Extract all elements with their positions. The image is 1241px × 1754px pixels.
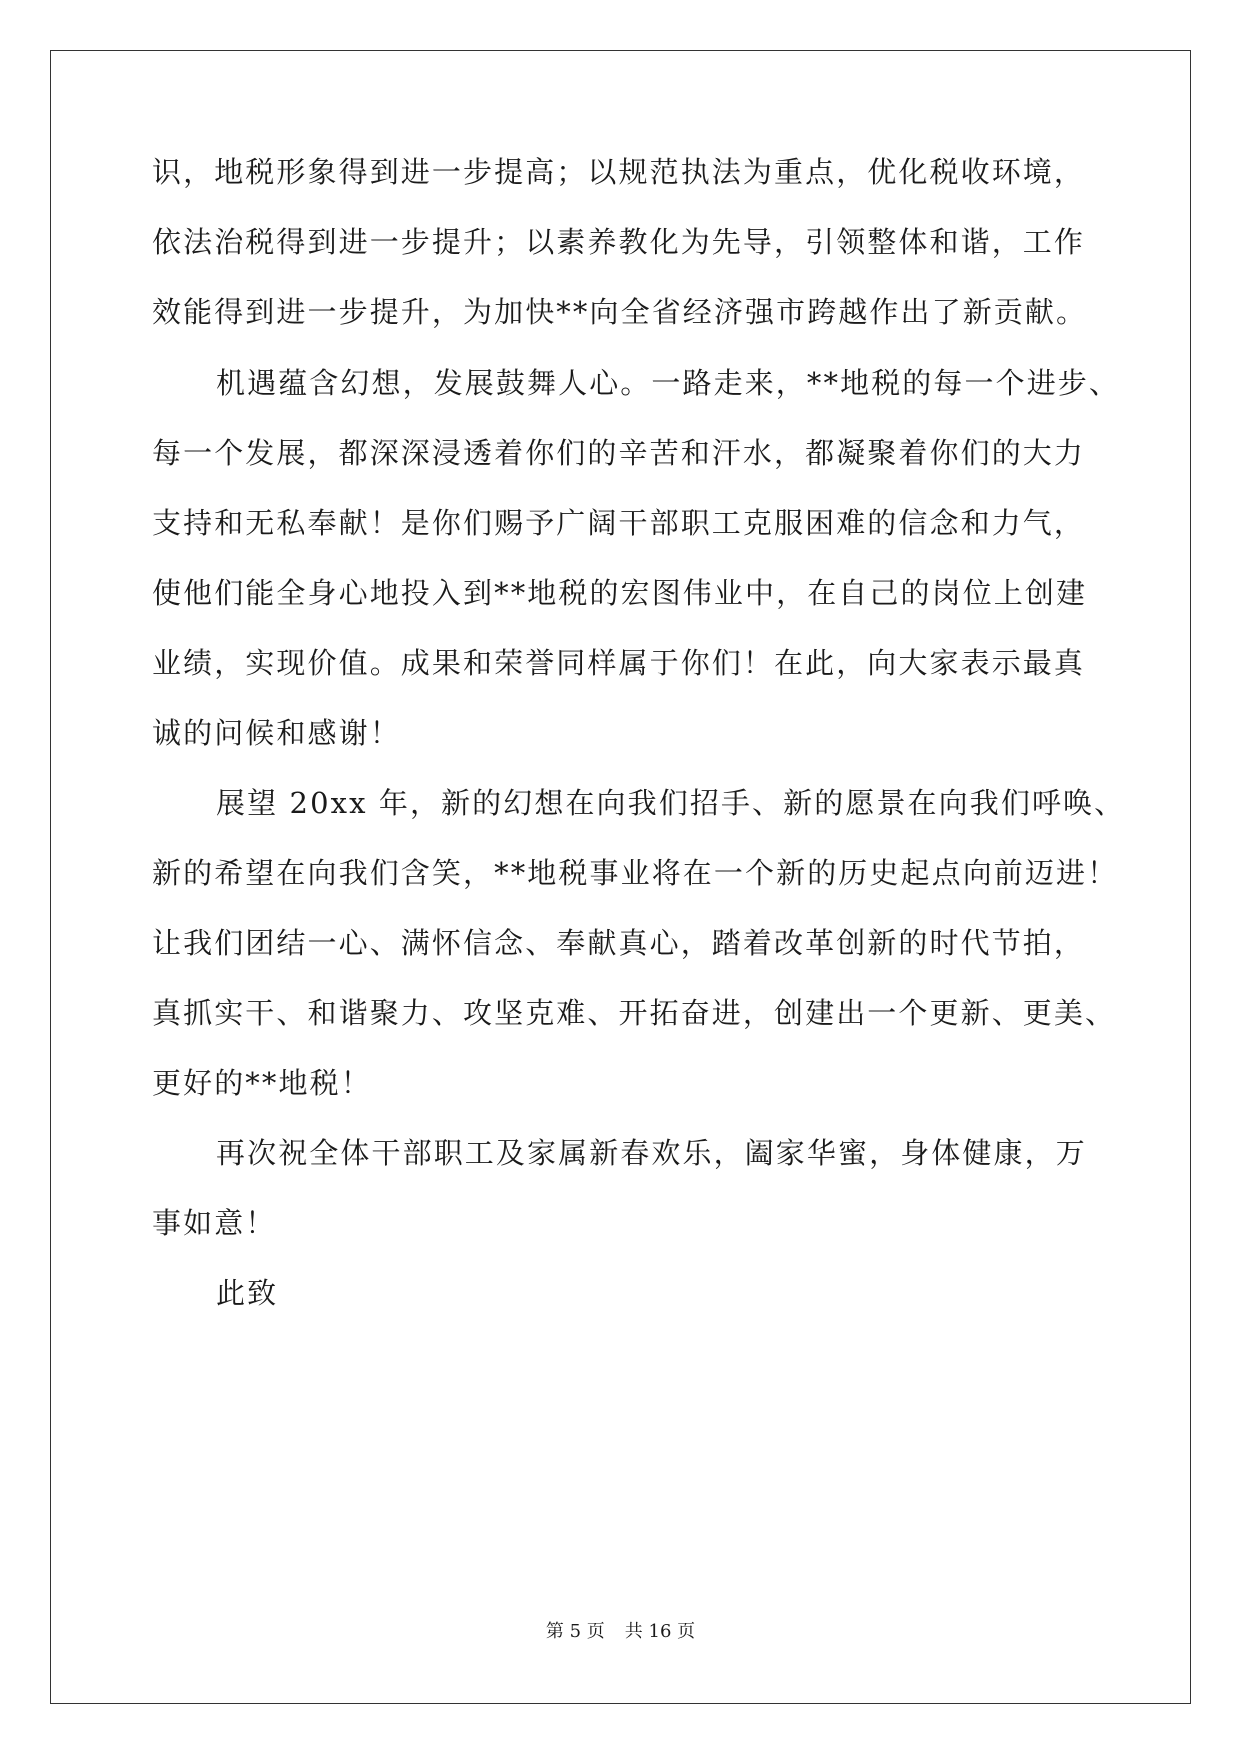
body-line-12: 让我们团结一心、满怀信念、奉献真心，踏着改革创新的时代节拍， xyxy=(152,926,1086,960)
body-line-10: 展望 20xx 年，新的幻想在向我们招手、新的愿景在向我们呼唤、 xyxy=(216,786,1126,820)
body-line-9: 诚的问候和感谢！ xyxy=(152,716,401,750)
body-line-6: 支持和无私奉献！是你们赐予广阔干部职工克服困难的信念和力气， xyxy=(152,506,1086,540)
page-footer xyxy=(0,1620,1241,1644)
body-line-2: 依法治税得到进一步提升；以素养教化为先导，引领整体和谐，工作 xyxy=(152,225,1086,259)
body-line-11: 新的希望在向我们含笑，**地税事业将在一个新的历史起点向前迈进！ xyxy=(152,856,1119,890)
closing-salutation: 此致 xyxy=(216,1276,279,1310)
body-line-13: 真抓实干、和谐聚力、攻坚克难、开拓奋进，创建出一个更新、更美、 xyxy=(152,996,1117,1030)
body-line-14: 更好的**地税！ xyxy=(152,1066,372,1100)
body-line-15: 再次祝全体干部职工及家属新春欢乐，阖家华蜜，身体健康，万 xyxy=(216,1136,1087,1170)
body-line-8: 业绩，实现价值。成果和荣誉同样属于你们！在此，向大家表示最真 xyxy=(152,646,1086,680)
page-number-total: 共 16 页 xyxy=(624,1621,696,1642)
body-line-5: 每一个发展，都深深浸透着你们的辛苦和汗水，都凝聚着你们的大力 xyxy=(152,436,1086,470)
body-line-1: 识，地税形象得到进一步提高；以规范执法为重点，优化税收环境， xyxy=(152,155,1086,189)
body-line-16: 事如意！ xyxy=(152,1206,277,1240)
body-line-3: 效能得到进一步提升，为加快**向全省经济强市跨越作出了新贡献。 xyxy=(152,295,1088,329)
body-line-4: 机遇蕴含幻想，发展鼓舞人心。一路走来，**地税的每一个进步、 xyxy=(216,366,1121,400)
body-line-7: 使他们能全身心地投入到**地税的宏图伟业中，在自己的岗位上创建 xyxy=(152,576,1088,610)
page-number-current: 第 5 页 xyxy=(545,1621,605,1642)
